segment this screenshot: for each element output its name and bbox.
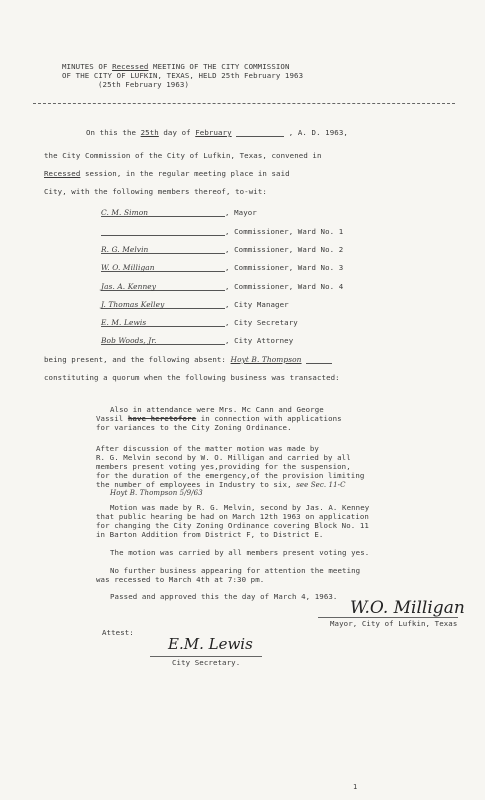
signature-line: [318, 617, 458, 618]
member-name: Bob Woods, Jr.: [101, 336, 225, 345]
session-type: Recessed: [44, 169, 81, 178]
blank-line: [236, 128, 284, 137]
handwritten-note: see Sec. 11-C: [296, 481, 346, 489]
header-divider: [33, 103, 455, 104]
member-title: , Commissioner, Ward No. 4: [225, 282, 344, 291]
paragraph-text: the number of employees in Industry to six,: [96, 480, 292, 489]
member-name: C. M. Simon: [101, 208, 225, 217]
paragraph-line: Also in attendance were Mrs. Mc Cann and George: [110, 405, 324, 414]
presence-text: being present, and the following absent:: [44, 355, 226, 364]
member-row: [101, 245, 343, 254]
paragraph-line: Motion was made by R. G. Melvin, second by Jas. A. Kenney: [110, 503, 370, 512]
header-title-end: MEETING OF THE CITY COMMISSION: [153, 62, 290, 71]
paragraph-line: members present voting yes,providing for the suspension,: [96, 462, 351, 471]
attest-label: Attest:: [102, 628, 134, 637]
member-name: J. Thomas Kelley: [101, 300, 225, 309]
opening-line-4: City, with the following members thereof, to-wit:: [44, 187, 267, 196]
member-name: E. M. Lewis: [101, 318, 225, 327]
header-line-2: OF THE CITY OF LUFKIN, TEXAS, HELD 25th February 1963: [62, 71, 304, 80]
paragraph-line: [96, 414, 342, 423]
member-row: [101, 318, 298, 327]
member-title: , Mayor: [225, 208, 257, 217]
mayor-signature: W.O. Milligan: [350, 598, 465, 618]
header-title-start: MINUTES OF: [62, 62, 108, 71]
opening-line-3: [44, 169, 290, 178]
secretary-caption: City Secretary.: [172, 658, 241, 667]
paragraph-line: for the duration of the emergency,of the provision limiting: [96, 471, 365, 480]
meeting-year: , A. D. 1963,: [288, 128, 348, 137]
presence-line-2: constituting a quorum when the following business was transacted:: [44, 373, 340, 382]
member-row: [101, 227, 343, 236]
handwritten-note: Hoyt B. Thompson 5/9/63: [110, 489, 203, 497]
member-name: R. G. Melvin: [101, 245, 225, 254]
paragraph-line: No further business appearing for attention the meeting: [110, 566, 361, 575]
member-name: W. O. Milligan: [101, 263, 225, 272]
blank-line: [306, 355, 332, 364]
paragraph-line: After discussion of the matter motion was made by: [96, 444, 319, 453]
member-row: [101, 300, 289, 309]
opening-line-1: [86, 128, 348, 137]
absent-member: Hoyt B. Thompson: [230, 355, 302, 364]
member-name: [101, 227, 225, 236]
mayor-caption: Mayor, City of Lufkin, Texas: [330, 619, 458, 628]
member-name: Jas. A. Kenney: [101, 282, 225, 291]
opening-text-2: day of: [163, 128, 191, 137]
header-line-3: (25th February 1963): [98, 80, 189, 89]
member-row: [101, 336, 293, 345]
secretary-signature: E.M. Lewis: [168, 635, 253, 653]
paragraph-line: for changing the City Zoning Ordinance covering Block No. 11: [96, 521, 369, 530]
paragraph-approval: Passed and approved this the day of March 4, 1963.: [110, 592, 338, 601]
member-title: , City Attorney: [225, 336, 294, 345]
struck-text: have heretofore: [127, 414, 197, 423]
member-row: [101, 263, 343, 272]
header-line-1: [62, 62, 290, 71]
paragraph-line: that public hearing be had on March 12th 1963 on application: [96, 512, 369, 521]
meeting-month: February: [195, 128, 232, 137]
opening-text: On this the: [86, 128, 137, 137]
signature-line: [150, 656, 262, 657]
meeting-type: Recessed: [112, 62, 149, 71]
presence-line-1: [44, 355, 332, 364]
meeting-day: 25th: [140, 128, 159, 137]
member-title: , Commissioner, Ward No. 2: [225, 245, 344, 254]
session-text: session, in the regular meeting place in said: [84, 169, 290, 178]
paragraph-line: for variances to the City Zoning Ordinance.: [96, 423, 292, 432]
paragraph-vote: The motion was carried by all members present voting yes.: [110, 548, 370, 557]
opening-line-2: the City Commission of the City of Lufkin, Texas, convened in: [44, 151, 322, 160]
paragraph-line: R. G. Melvin second by W. O. Milligan and carried by all: [96, 453, 351, 462]
member-row: [101, 208, 257, 217]
paragraph-line: was recessed to March 4th at 7:30 pm.: [96, 575, 265, 584]
member-title: , Commissioner, Ward No. 3: [225, 263, 344, 272]
page-number: 1: [353, 783, 358, 791]
member-row: [101, 282, 343, 291]
member-title: , City Secretary: [225, 318, 298, 327]
paragraph-text: in connection with applications: [200, 414, 342, 423]
paragraph-line: in Barton Addition from District F, to District E.: [96, 530, 324, 539]
member-title: , City Manager: [225, 300, 289, 309]
attendee-name: Vassil: [96, 414, 124, 423]
member-title: , Commissioner, Ward No. 1: [225, 227, 344, 236]
